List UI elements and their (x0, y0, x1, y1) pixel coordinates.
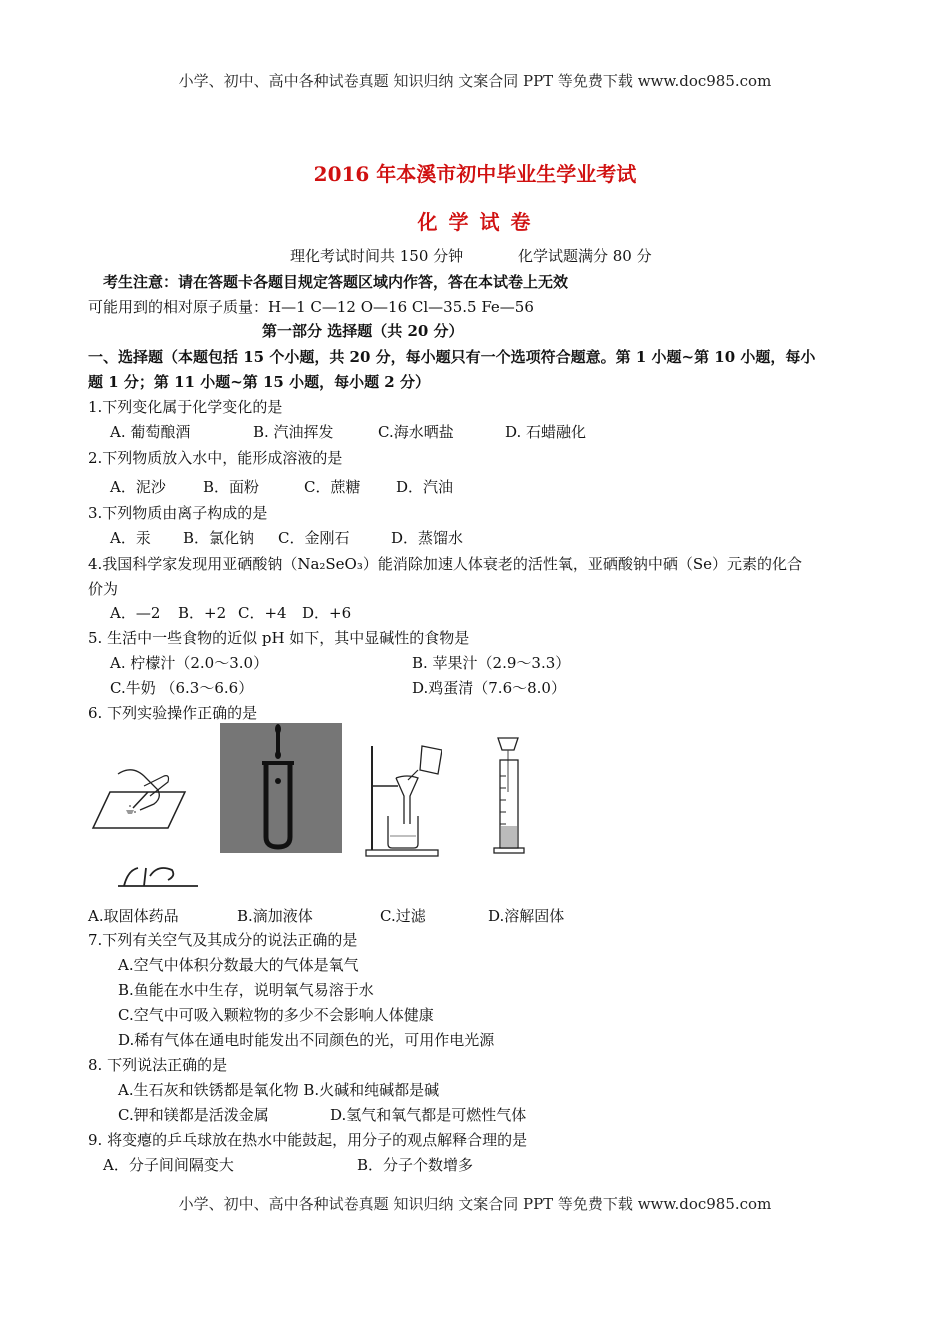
q3-option-c: C．金刚石 (278, 529, 350, 547)
q5-option-d: D.鸡蛋清（7.6～8.0） (412, 679, 566, 697)
q2-stem: 2.下列物质放入水中，能形成溶液的是 (88, 449, 343, 467)
q6-option-b: B.滴加液体 (237, 907, 313, 925)
q1-option-a: A. 葡萄酿酒 (110, 423, 191, 441)
time-info: 理化考试时间共 150 分钟 (290, 247, 464, 265)
q1-option-d: D. 石蜡融化 (505, 423, 587, 441)
q8-option-d: D.氢气和氧气都是可燃性气体 (330, 1106, 527, 1124)
q2-option-a: A．泥沙 (110, 478, 166, 496)
q4-stem-line2: 价为 (88, 580, 119, 598)
page-footer: 小学、初中、高中各种试卷真题 知识归纳 文案合同 PPT 等免费下载 www.doc985.com (178, 1195, 772, 1213)
q5-option-b: B. 苹果汁（2.9～3.3） (412, 654, 571, 672)
q3-option-b: B．氯化钠 (183, 529, 255, 547)
atomic-masses: 可能用到的相对原子质量：H—1 C—12 O—16 Cl—35.5 Fe—56 (88, 298, 534, 316)
q7-option-c: C.空气中可吸入颗粒物的多少不会影响人体健康 (118, 1006, 434, 1024)
figure-cylinder (488, 736, 528, 858)
q2-option-b: B．面粉 (203, 478, 260, 496)
q5-option-a: A. 柠檬汁（2.0～3.0） (110, 654, 269, 672)
figure-filtration (362, 740, 442, 858)
q6-option-d: D.溶解固体 (488, 907, 565, 925)
score-info: 化学试题满分 80 分 (518, 247, 652, 265)
q1-option-b: B. 汽油挥发 (253, 423, 334, 441)
q4-option-c: C．+4 (238, 604, 287, 622)
q8-option-ab: A.生石灰和铁锈都是氧化物 B.火碱和纯碱都是碱 (118, 1081, 440, 1099)
candidate-notice: 考生注意：请在答题卡各题目规定答题区域内作答，答在本试卷上无效 (103, 273, 569, 291)
q3-option-d: D．蒸馏水 (391, 529, 464, 547)
q9-option-b: B．分子个数增多 (357, 1156, 474, 1174)
q7-stem: 7.下列有关空气及其成分的说法正确的是 (88, 931, 358, 949)
q9-option-a: A．分子间间隔变大 (103, 1156, 234, 1174)
part-title: 第一部分 选择题（共 20 分） (262, 322, 464, 340)
exam-subtitle: 化 学 试 卷 (417, 210, 533, 234)
q8-stem: 8. 下列说法正确的是 (88, 1056, 228, 1074)
q7-option-a: A.空气中体积分数最大的气体是氧气 (118, 956, 359, 974)
q9-stem: 9. 将变瘪的乒乓球放在热水中能鼓起，用分子的观点解释合理的是 (88, 1131, 528, 1149)
q8-option-c: C.钾和镁都是活泼金属 (118, 1106, 269, 1124)
q3-stem: 3.下列物质由离子构成的是 (88, 504, 268, 522)
exam-title: 2016 年本溪市初中毕业生学业考试 (313, 162, 637, 186)
q1-option-c: C.海水晒盐 (378, 423, 454, 441)
q2-option-c: C．蔗糖 (304, 478, 361, 496)
q4-option-b: B．+2 (178, 604, 227, 622)
q1-stem: 1.下列变化属于化学变化的是 (88, 398, 283, 416)
q7-option-b: B.鱼能在水中生存，说明氧气易溶于水 (118, 981, 374, 999)
q4-stem-line1: 4.我国科学家发现用亚硒酸钠（Na₂SeO₃）能消除加速人体衰老的活性氧，亚硒酸钠中硒（Se）元素的化合 (88, 555, 803, 573)
q6-stem: 6. 下列实验操作正确的是 (88, 704, 258, 722)
page-header: 小学、初中、高中各种试卷真题 知识归纳 文案合同 PPT 等免费下载 www.doc985.com (178, 72, 772, 90)
q4-option-a: A．—2 (110, 604, 161, 622)
figure-take-solid (88, 760, 198, 900)
q7-option-d: D.稀有气体在通电时能发出不同颜色的光，可用作电光源 (118, 1031, 495, 1049)
q6-option-c: C.过滤 (380, 907, 426, 925)
q3-option-a: A．汞 (110, 529, 151, 547)
section-instructions-1: 一、选择题（本题包括 15 个小题，共 20 分，每小题只有一个选项符合题意。第 1 小题~第 10 小题，每小 (88, 348, 816, 366)
figure-drop-liquid (220, 723, 342, 853)
section-instructions-2: 题 1 分；第 11 小题~第 15 小题，每小题 2 分） (88, 373, 430, 391)
q4-option-d: D．+6 (302, 604, 352, 622)
q6-option-a: A.取固体药品 (88, 907, 179, 925)
q5-option-c: C.牛奶 （6.3～6.6） (110, 679, 254, 697)
q5-stem: 5. 生活中一些食物的近似 pH 如下，其中显碱性的食物是 (88, 629, 470, 647)
q2-option-d: D．汽油 (396, 478, 454, 496)
